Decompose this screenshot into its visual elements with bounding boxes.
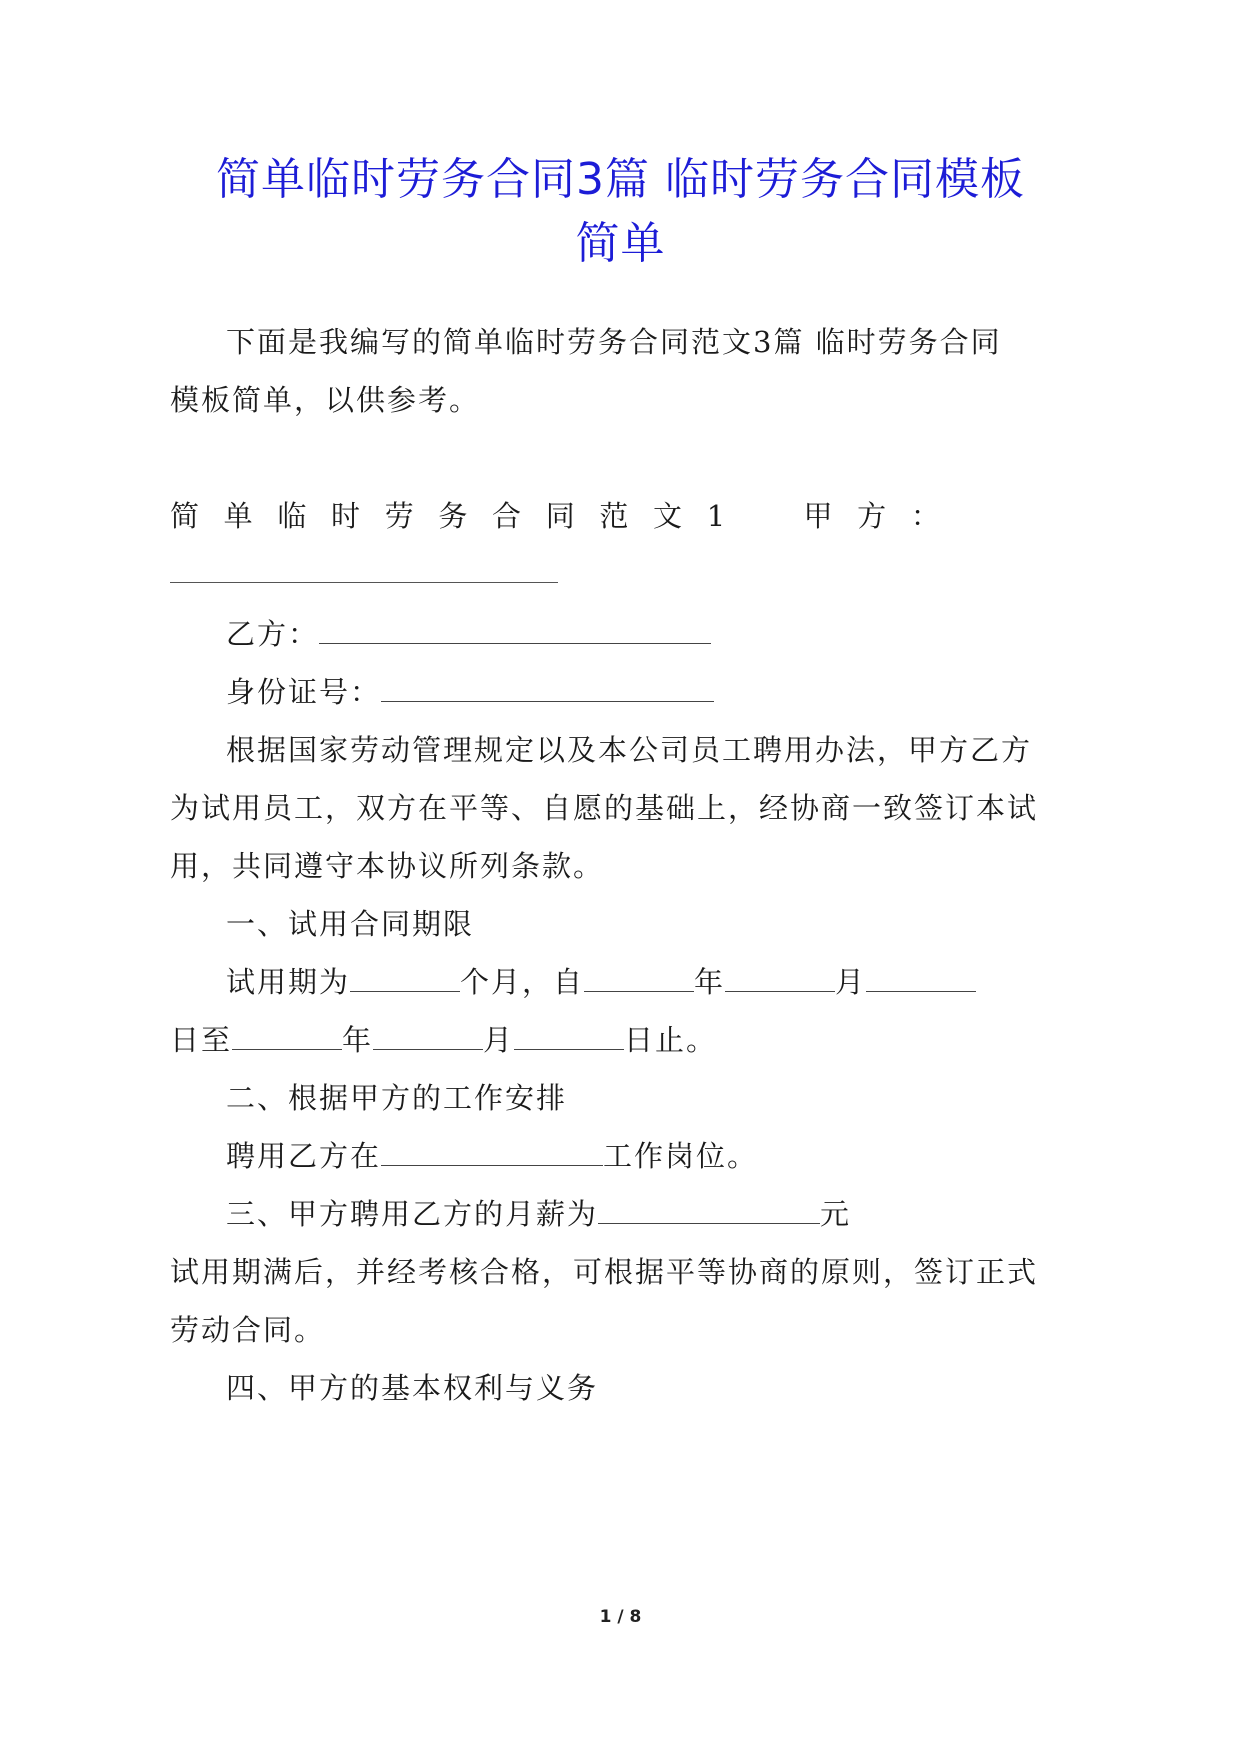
start-year-label: 年	[694, 965, 726, 999]
item-4-heading: 四、甲方的基本权利与义务	[226, 1371, 599, 1405]
section-1-heading-char: 简	[170, 499, 200, 533]
section-1-heading-char: 方	[857, 499, 887, 533]
end-year-label: 年	[342, 1023, 374, 1057]
para1-line-3: 用，共同遵守本协议所列条款。	[170, 849, 605, 883]
trial-period-label: 试用期为	[226, 965, 351, 999]
section-1-heading-char	[750, 496, 779, 536]
position-suffix: 工作岗位。	[603, 1139, 759, 1173]
salary-unit: 元	[820, 1197, 852, 1231]
section-1-heading-char: 1	[706, 499, 726, 533]
section-1-heading-char: 务	[438, 499, 468, 533]
para1-line-1: 根据国家劳动管理规定以及本公司员工聘用办法，甲方乙方	[226, 733, 1033, 767]
page-number: 1 / 8	[599, 1607, 642, 1627]
para2-line-1: 试用期满后，并经考核合格，可根据平等协商的原则，签订正式	[170, 1255, 1039, 1289]
party-b-row	[226, 614, 711, 654]
salary-blank	[598, 1197, 820, 1224]
party-b-blank	[319, 617, 711, 644]
section-1-heading-char: 文	[653, 499, 683, 533]
section-1-heading-char: 同	[545, 499, 575, 533]
start-year-blank	[584, 965, 694, 992]
para1-line-2: 为试用员工，双方在平等、自愿的基础上，经协商一致签订本试	[170, 791, 1039, 825]
end-year-blank	[232, 1023, 342, 1050]
intro-line-2: 模板简单，以供参考。	[170, 383, 481, 417]
title-line-1: 简单临时劳务合同3篇 临时劳务合同模板	[216, 154, 1025, 205]
item-2-line	[226, 1136, 758, 1176]
salary-label: 三、甲方聘用乙方的月薪为	[226, 1197, 599, 1231]
start-month-label: 月	[835, 965, 867, 999]
months-blank	[350, 965, 460, 992]
start-day-blank	[866, 965, 976, 992]
section-1-heading	[170, 496, 940, 536]
id-number-label: 身份证号：	[226, 675, 382, 709]
section-1-heading-char: 范	[599, 499, 629, 533]
start-month-blank	[725, 965, 835, 992]
section-1-heading-char: 时	[331, 499, 361, 533]
item-2-heading: 二、根据甲方的工作安排	[226, 1081, 568, 1115]
months-from-label: 个月，自	[460, 965, 585, 999]
party-a-blank	[170, 582, 558, 583]
end-to-label: 日至	[170, 1023, 233, 1057]
id-number-row	[226, 672, 714, 712]
title-line-2: 简单	[575, 218, 666, 269]
section-1-heading-char: 甲	[803, 499, 833, 533]
position-label: 聘用乙方在	[226, 1139, 382, 1173]
end-day-blank	[514, 1023, 624, 1050]
position-blank	[381, 1139, 603, 1166]
intro-line-1: 下面是我编写的简单临时劳务合同范文3篇 临时劳务合同	[226, 325, 1002, 359]
item-1-line-1	[226, 962, 976, 1002]
section-1-heading-char: 单	[223, 499, 253, 533]
document-title	[160, 148, 1081, 276]
item-1-heading: 一、试用合同期限	[226, 907, 475, 941]
section-1-heading-char: 合	[492, 499, 522, 533]
para2-line-2: 劳动合同。	[170, 1313, 326, 1347]
section-1-heading-char: ：	[910, 499, 940, 533]
end-day-label: 日止。	[624, 1023, 718, 1057]
end-month-blank	[373, 1023, 483, 1050]
item-3-line	[226, 1194, 851, 1234]
section-1-heading-char: 劳	[384, 499, 414, 533]
party-b-label: 乙方：	[226, 617, 320, 651]
end-month-label: 月	[483, 1023, 515, 1057]
item-1-line-2	[170, 1020, 717, 1060]
section-1-heading-char: 临	[277, 499, 307, 533]
id-number-blank	[381, 675, 714, 702]
